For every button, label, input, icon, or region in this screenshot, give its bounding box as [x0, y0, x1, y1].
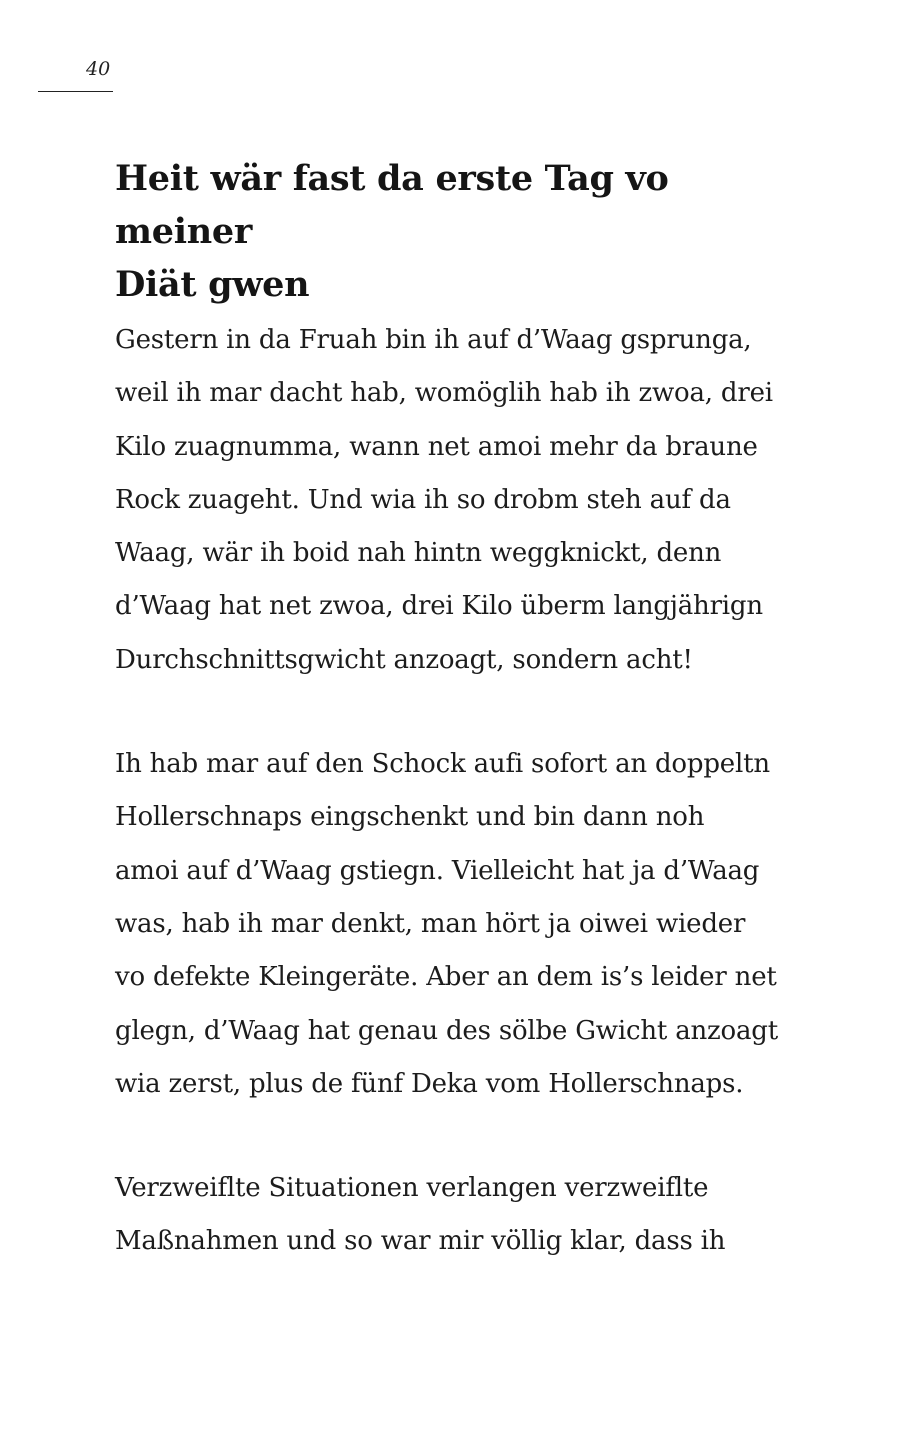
text-line: glegn, d’Waag hat genau des sölbe Gwicht anzoagt: [115, 1015, 778, 1046]
text-line: was, hab ih mar denkt, man hört ja oiwei wieder: [115, 908, 746, 939]
text-line: Ih hab mar auf den Schock aufi sofort an doppeltn: [115, 749, 770, 780]
text-line: Waag, wär ih boid nah hintn weggknickt, denn: [115, 538, 722, 569]
page-number: 40: [86, 58, 111, 80]
text-line: d’Waag hat net zwoa, drei Kilo überm langjährign: [115, 591, 763, 622]
text-line: weil ih mar dacht hab, womöglih hab ih zwoa, drei: [115, 378, 773, 409]
page-number-rule: [38, 91, 113, 92]
text-line: Rock zuageht. Und wia ih so drobm steh auf da: [115, 484, 731, 515]
text-line: Hollerschnaps eingschenkt und bin dann noh: [115, 802, 705, 833]
chapter-title-line: Diät gwen: [115, 264, 310, 305]
text-line: Maßnahmen und so war mir völlig klar, dass ih: [115, 1226, 726, 1257]
chapter-title-line: Heit wär fast da erste Tag vo meiner: [115, 158, 669, 252]
paragraph: [115, 1162, 835, 1269]
text-line: vo defekte Kleingeräte. Aber an dem is’s leider net: [115, 962, 777, 993]
paragraph: [115, 738, 835, 1111]
text-line: Durchschnittsgwicht anzoagt, sondern acht!: [115, 644, 693, 675]
text-line: wia zerst, plus de fünf Deka vom Hollerschnaps.: [115, 1068, 744, 1099]
text-line: amoi auf d’Waag gstiegn. Vielleicht hat ja d’Waag: [115, 855, 760, 886]
paragraph: [115, 314, 835, 687]
body-text: [115, 314, 835, 1320]
text-line: Verzweiflte Situationen verlangen verzweiflte: [115, 1173, 709, 1204]
text-line: Gestern in da Fruah bin ih auf d’Waag gsprunga,: [115, 325, 752, 355]
chapter-title: [115, 152, 815, 311]
text-line: Kilo zuagnumma, wann net amoi mehr da braune: [115, 431, 758, 462]
